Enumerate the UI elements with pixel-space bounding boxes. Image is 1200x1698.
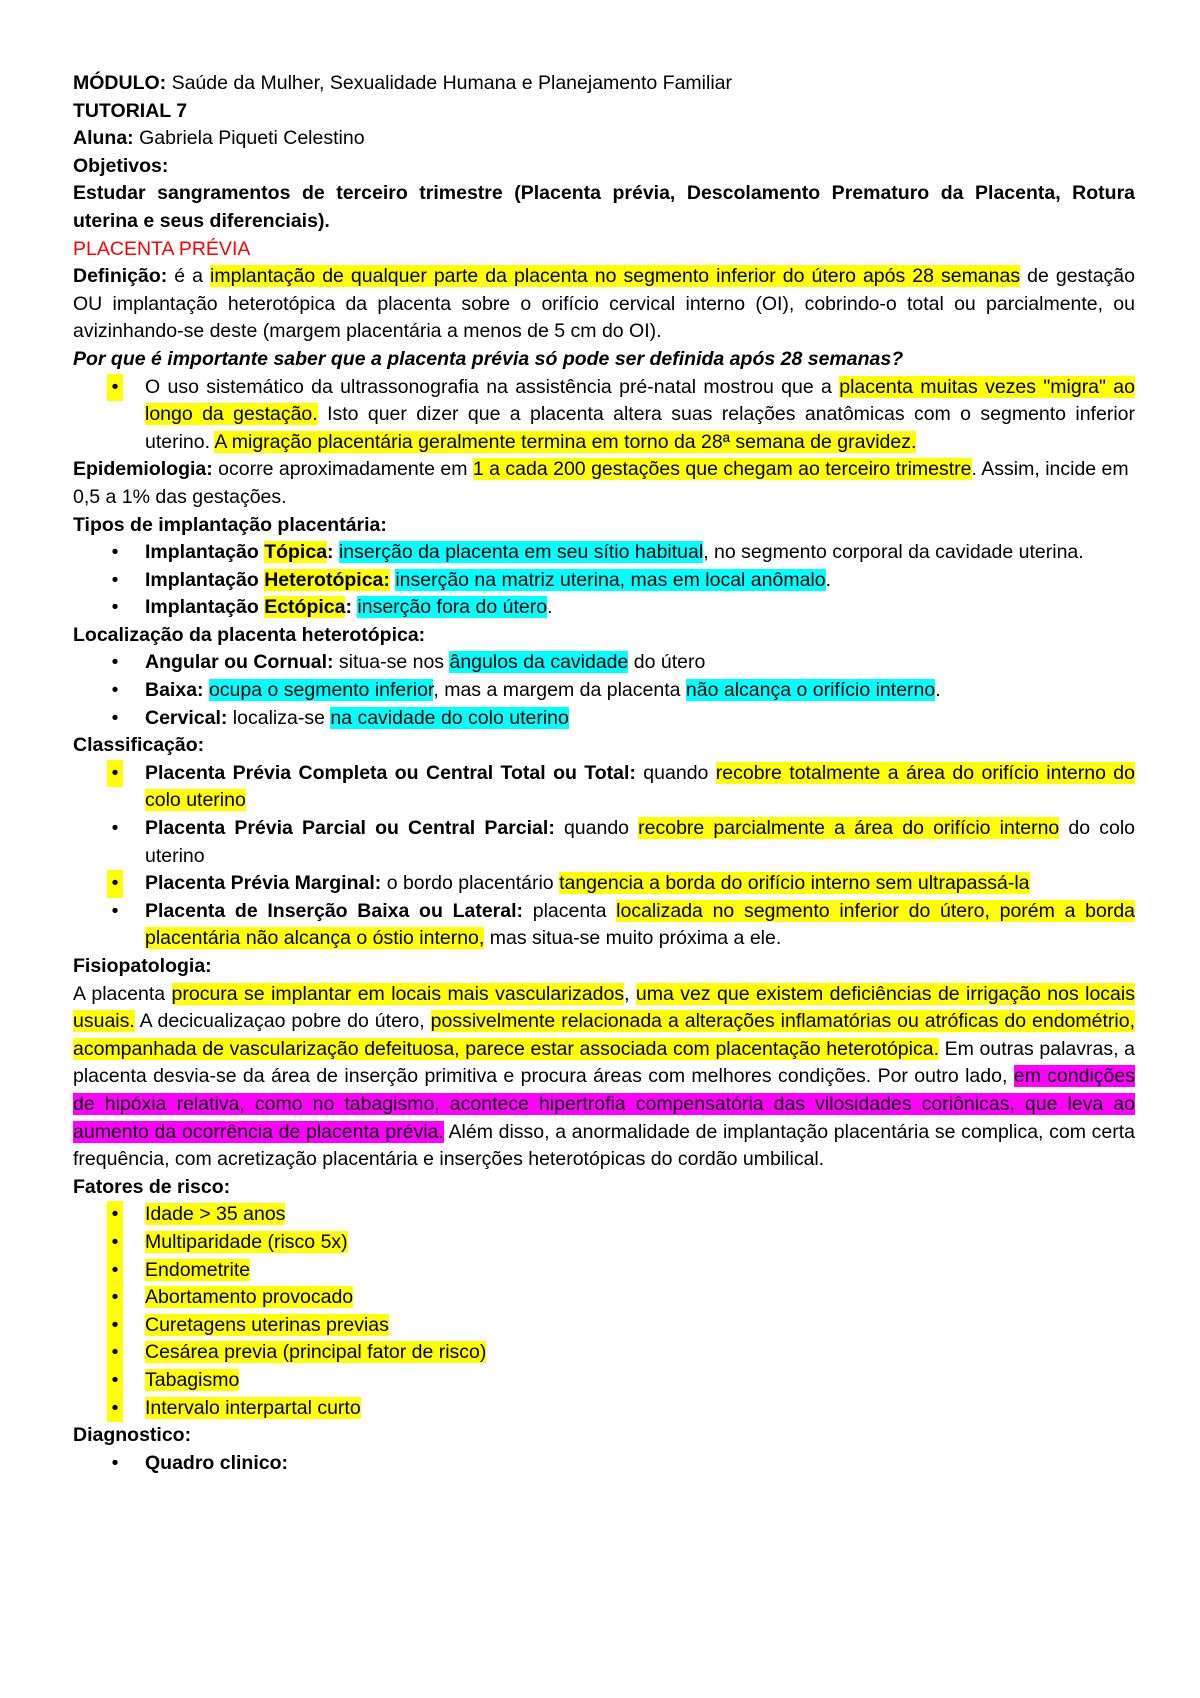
section-title: PLACENTA PRÉVIA bbox=[73, 237, 251, 260]
fator-text: Multiparidade (risco 5x) bbox=[145, 1230, 348, 1253]
fisio-highlight-yellow: uma vez que existem deficiências de irrigação nos locais usuais. bbox=[73, 982, 1135, 1033]
bullet-icon: • bbox=[111, 706, 119, 729]
aluna-value: Gabriela Piqueti Celestino bbox=[133, 127, 365, 150]
item-text: mas situa-se muito próxima a ele. bbox=[484, 927, 782, 950]
list-item bbox=[73, 1312, 1135, 1340]
list-item bbox=[73, 1339, 1135, 1367]
fisio-highlight-yellow: procura se implantar em locais mais vascularizados bbox=[171, 982, 625, 1005]
bullet-icon: • bbox=[111, 1451, 119, 1474]
bullet-icon: • bbox=[107, 1367, 123, 1395]
bullet-icon: • bbox=[107, 1284, 123, 1312]
modulo-label: MÓDULO: bbox=[73, 72, 167, 94]
fisiopatologia-paragraph bbox=[73, 981, 1135, 1174]
item-highlight: na cavidade do colo uterino bbox=[330, 706, 569, 729]
epidemiologia-text-1: ocorre aproximadamente em bbox=[212, 458, 473, 481]
list-item bbox=[73, 374, 1135, 457]
pergunta-heading: Por que é importante saber que a placenta prévia só pode ser definida após 28 semanas? bbox=[73, 347, 904, 370]
bullet-icon: • bbox=[107, 1201, 123, 1229]
tipo-highlight: inserção da placenta em seu sítio habitual bbox=[338, 541, 704, 564]
item-label: Placenta Prévia Parcial ou Central Parcial: bbox=[145, 817, 555, 840]
list-item bbox=[73, 760, 1135, 815]
item-highlight: localizada no segmento inferior do útero, porém a borda placentária não alcança o óstio interno, bbox=[145, 899, 1136, 950]
list-item bbox=[73, 898, 1135, 953]
aluna-label: Aluna: bbox=[73, 127, 134, 150]
list-item bbox=[73, 1450, 1135, 1478]
item-text: . bbox=[935, 679, 941, 702]
fator-text: Endometrite bbox=[145, 1258, 251, 1281]
tipo-label: Implantação bbox=[145, 541, 265, 564]
epidemiologia-text-2: . Assim, incide em 0,5 a 1% das gestações. bbox=[73, 458, 1129, 508]
item-label: Placenta de Inserção Baixa ou Lateral: bbox=[145, 899, 524, 922]
classificacao-heading: Classificação: bbox=[73, 734, 205, 757]
fator-text: Abortamento provocado bbox=[145, 1286, 354, 1309]
tipo-colon: : bbox=[345, 596, 352, 619]
definicao-paragraph bbox=[73, 263, 1135, 346]
list-item bbox=[73, 815, 1135, 870]
bullet-icon: • bbox=[111, 899, 119, 922]
tipo-label-highlight: Heterotópica: bbox=[264, 568, 390, 591]
epidemiologia-highlight: 1 a cada 200 gestações que chegam ao terceiro trimestre bbox=[472, 458, 972, 481]
bullet-icon: • bbox=[107, 1339, 123, 1367]
fisiopatologia-heading: Fisiopatologia: bbox=[73, 955, 212, 977]
fator-text: Intervalo interpartal curto bbox=[145, 1396, 361, 1419]
tipo-highlight: inserção fora do útero bbox=[357, 596, 548, 619]
fisio-text: A decicualizaçao pobre do útero, bbox=[134, 1010, 431, 1033]
item-highlight: não alcança o orifício interno bbox=[685, 679, 936, 702]
item-highlight: recobre totalmente a área do orifício interno do colo uterino bbox=[145, 761, 1135, 812]
bullet-icon: • bbox=[107, 1395, 123, 1423]
item-highlight: ângulos da cavidade bbox=[449, 651, 629, 674]
objetivos-label: Objetivos: bbox=[73, 154, 169, 177]
item-text: placenta bbox=[523, 899, 617, 922]
localizacao-list bbox=[73, 649, 1135, 732]
classificacao-list bbox=[73, 760, 1135, 953]
item-text: do colo uterino bbox=[145, 817, 1135, 867]
tipos-heading: Tipos de implantação placentária: bbox=[73, 513, 387, 536]
objetivos-text: Estudar sangramentos de terceiro trimestre (Placenta prévia, Descolamento Prematuro da Placenta, Rotura uterina e seus diferenciais). bbox=[73, 182, 1135, 232]
localizacao-heading: Localização da placenta heterotópica: bbox=[73, 623, 426, 646]
bullet-icon: • bbox=[111, 651, 119, 674]
pergunta-list bbox=[73, 374, 1135, 457]
item-label: Cervical: bbox=[145, 706, 228, 729]
bullet-icon: • bbox=[111, 596, 119, 619]
item-label: Placenta Prévia Completa ou Central Total ou Total: bbox=[145, 761, 636, 784]
list-item bbox=[73, 677, 1135, 705]
tipo-label-highlight: Tópica bbox=[264, 541, 328, 564]
fatores-heading: Fatores de risco: bbox=[73, 1175, 231, 1198]
fisio-text: Além disso, a anormalidade de implantação placentária se complica, com certa frequência, com acretização placentária e inserções heterotópicas do cordão umbilical. bbox=[73, 1120, 1136, 1171]
tipos-list bbox=[73, 539, 1135, 622]
bullet-icon: • bbox=[111, 541, 119, 564]
fator-text: Idade > 35 anos bbox=[145, 1203, 286, 1226]
item-text: , mas a margem da placenta bbox=[433, 679, 686, 702]
fisio-text: A placenta bbox=[73, 982, 172, 1005]
document-page bbox=[73, 70, 1135, 1477]
definicao-text-2: de gestação OU implantação heterotópica da placenta sobre o orifício cervical interno (OI), cobrindo-o total ou parcialmente, ou avizinhando-se deste (margem placentária a menos de 5 cm do OI). bbox=[73, 265, 1135, 343]
bullet-icon: • bbox=[107, 374, 123, 402]
list-item bbox=[73, 1229, 1135, 1257]
tipo-label-highlight: Ectópica bbox=[264, 596, 346, 619]
list-item bbox=[73, 649, 1135, 677]
list-item bbox=[73, 594, 1135, 622]
definicao-label: Definição: bbox=[73, 265, 168, 288]
tipo-label: Implantação bbox=[145, 596, 265, 619]
list-item bbox=[73, 1367, 1135, 1395]
bullet-icon: • bbox=[107, 1257, 123, 1285]
fator-text: Curetagens uterinas previas bbox=[145, 1313, 389, 1336]
aluna-line bbox=[73, 125, 1135, 153]
fisio-text: Em outras palavras, a placenta desvia-se da área de inserção primitiva e procura áreas com melhores condições. Por outro lado, bbox=[73, 1037, 1135, 1088]
item-label: Angular ou Cornual: bbox=[145, 651, 334, 674]
fator-text: Cesárea previa (principal fator de risco) bbox=[145, 1341, 487, 1364]
list-item bbox=[73, 1201, 1135, 1229]
item-text: o bordo placentário bbox=[381, 872, 560, 895]
tipo-text: . bbox=[825, 568, 832, 591]
tipo-label: Implantação bbox=[145, 568, 265, 591]
fisio-highlight-yellow: possivelmente relacionada a alterações inflamatórias ou atróficas do endométrio, acompanhada de vascularização defeituosa, parece estar associada com placentação heterotópica. bbox=[73, 1010, 1135, 1060]
pergunta-highlight-1: placenta muitas vezes "migra" ao longo da gestação. bbox=[145, 375, 1135, 426]
epidemiologia-paragraph bbox=[73, 456, 1135, 511]
tipo-colon: : bbox=[327, 541, 334, 564]
bullet-icon: • bbox=[107, 1312, 123, 1340]
diagnostico-heading: Diagnostico: bbox=[73, 1424, 192, 1447]
tipo-text: , no segmento corporal da cavidade uterina. bbox=[703, 541, 1084, 564]
fisio-highlight-magenta: em condições de hipóxia relativa, como no tabagismo, acontece hipertrofia compensatória das vilosidades coriônicas, que leva ao aumento da ocorrência de placenta prévia. bbox=[73, 1065, 1135, 1143]
bullet-icon: • bbox=[107, 760, 123, 788]
list-item bbox=[73, 1284, 1135, 1312]
bullet-icon: • bbox=[111, 817, 119, 840]
item-text: quando bbox=[635, 761, 716, 784]
item-text: do útero bbox=[628, 651, 706, 674]
pergunta-text-1: O uso sistemático da ultrassonografia na assistência pré-natal mostrou que a bbox=[145, 375, 840, 398]
list-item bbox=[73, 539, 1135, 567]
item-highlight: recobre parcialmente a área do orifício interno bbox=[638, 817, 1060, 840]
item-text: localiza-se bbox=[227, 706, 331, 729]
item-label: Baixa: bbox=[145, 679, 204, 702]
bullet-icon: • bbox=[111, 568, 119, 591]
definicao-highlight: implantação de qualquer parte da placenta no segmento inferior do útero após 28 semanas bbox=[210, 265, 1021, 288]
item-highlight: ocupa o segmento inferior bbox=[208, 679, 434, 702]
diagnostico-list bbox=[73, 1450, 1135, 1478]
diagnostico-item-label: Quadro clinico: bbox=[145, 1451, 289, 1474]
fator-text: Tabagismo bbox=[145, 1368, 240, 1391]
list-item bbox=[73, 1257, 1135, 1285]
modulo-value: Saúde da Mulher, Sexualidade Humana e Planejamento Familiar bbox=[166, 72, 732, 94]
pergunta-text-2: Isto quer dizer que a placenta altera suas relações anatômicas com o segmento inferior uterino. bbox=[145, 403, 1135, 453]
list-item bbox=[73, 870, 1135, 898]
list-item bbox=[73, 1395, 1135, 1423]
item-label: Placenta Prévia Marginal: bbox=[145, 872, 382, 895]
item-text: situa-se nos bbox=[333, 651, 450, 674]
tipo-text: . bbox=[547, 596, 553, 619]
bullet-icon: • bbox=[107, 1229, 123, 1257]
list-item bbox=[73, 567, 1135, 595]
modulo-line bbox=[73, 70, 1135, 98]
tutorial-line: TUTORIAL 7 bbox=[73, 99, 188, 122]
epidemiologia-label: Epidemiologia: bbox=[73, 458, 213, 481]
item-highlight: tangencia a borda do orifício interno sem ultrapassá-la bbox=[559, 872, 1030, 895]
fatores-list bbox=[73, 1201, 1135, 1422]
item-text: quando bbox=[554, 817, 639, 840]
fisio-text: , bbox=[624, 982, 636, 1005]
list-item bbox=[73, 705, 1135, 733]
bullet-icon: • bbox=[107, 870, 123, 898]
bullet-icon: • bbox=[111, 679, 119, 702]
tipo-highlight: inserção na matriz uterina, mas em local anômalo bbox=[395, 568, 826, 591]
definicao-text-1: é a bbox=[167, 265, 211, 288]
pergunta-highlight-2: A migração placentária geralmente termina em torno da 28ª semana de gravidez. bbox=[214, 430, 917, 453]
